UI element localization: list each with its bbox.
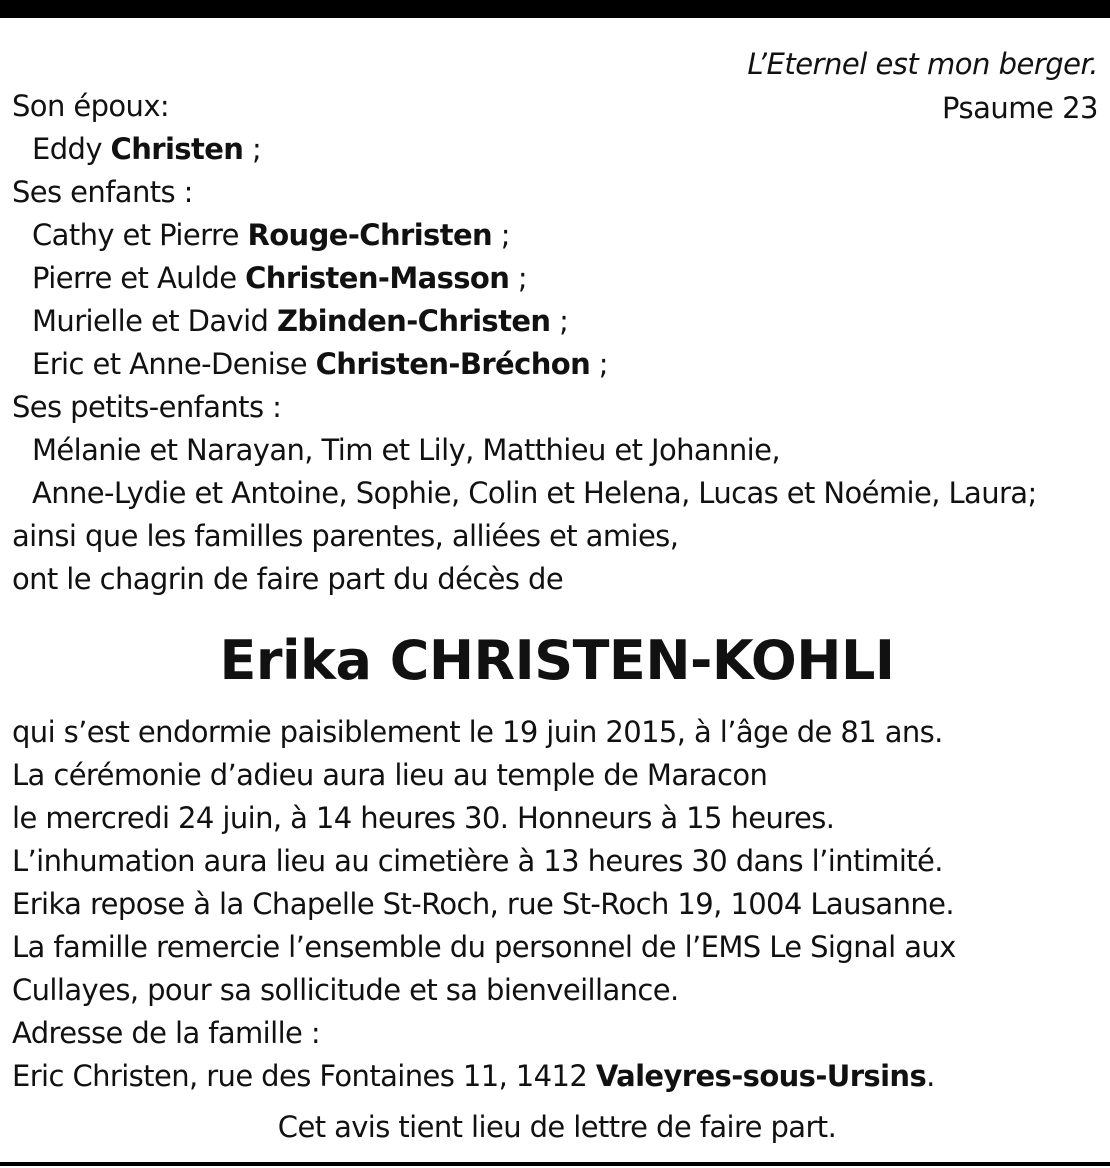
child-first-names: Pierre et Aulde: [32, 261, 237, 295]
detail-line: le mercredi 24 juin, à 14 heures 30. Honneurs à 15 heures.: [12, 801, 835, 835]
address-end: .: [926, 1059, 935, 1093]
detail-line: La cérémonie d’adieu aura lieu au temple de Maracon: [12, 758, 768, 792]
spouse-surname: Christen: [110, 132, 244, 166]
child-line: [12, 300, 1102, 343]
epigraph-quote: L’Eternel est mon berger.: [747, 47, 1098, 81]
child-first-names: Murielle et David: [32, 304, 269, 338]
detail-line: Adresse de la famille :: [12, 1016, 321, 1050]
child-surname: Christen-Masson: [245, 261, 510, 295]
detail-line: L’inhumation aura lieu au cimetière à 13 heures 30 dans l’intimité.: [12, 844, 943, 878]
deceased-name: Erika CHRISTEN-KOHLI: [219, 629, 895, 692]
families-line: ainsi que les familles parentes, alliées et amies,: [12, 519, 679, 553]
separator: ;: [251, 132, 262, 166]
closing-note: Cet avis tient lieu de lettre de faire part.: [277, 1110, 837, 1144]
separator: ;: [517, 261, 528, 295]
separator: ;: [598, 347, 608, 381]
spouse-heading: Son époux:: [12, 89, 170, 123]
separator: ;: [559, 304, 569, 338]
child-line: [12, 214, 1102, 257]
separator: ;: [500, 218, 510, 252]
spouse-first-name: Eddy: [32, 132, 102, 166]
child-first-names: Cathy et Pierre: [32, 218, 239, 252]
address-street: Eric Christen, rue des Fontaines 11, 1412: [12, 1059, 588, 1093]
detail-line: Erika repose à la Chapelle St-Roch, rue St-Roch 19, 1004 Lausanne.: [12, 887, 954, 921]
detail-line: La famille remercie l’ensemble du personnel de l’EMS Le Signal aux: [12, 930, 956, 964]
spouse-line: [12, 128, 1102, 171]
detail-line: Cullayes, pour sa sollicitude et sa bienveillance.: [12, 973, 679, 1007]
child-line: [12, 257, 1102, 300]
grandchildren-heading: Ses petits-enfants :: [12, 390, 282, 424]
grandchildren-line: Anne-Lydie et Antoine, Sophie, Colin et Helena, Lucas et Noémie, Laura;: [32, 476, 1037, 510]
detail-line: qui s’est endormie paisiblement le 19 juin 2015, à l’âge de 81 ans.: [12, 715, 943, 749]
epigraph-source: Psaume 23: [942, 91, 1098, 125]
family-address: [12, 1055, 1102, 1098]
bottom-border-rule: [0, 1162, 1110, 1166]
child-surname: Rouge-Christen: [247, 218, 493, 252]
children-heading: Ses enfants :: [12, 175, 193, 209]
child-first-names: Eric et Anne-Denise: [32, 347, 307, 381]
child-line: [12, 343, 1102, 386]
grandchildren-line: Mélanie et Narayan, Tim et Lily, Matthieu et Johannie,: [32, 433, 780, 467]
child-surname: Christen-Bréchon: [315, 347, 591, 381]
top-border-rule: [0, 0, 1110, 18]
announcement-line: ont le chagrin de faire part du décès de: [12, 562, 564, 596]
address-town: Valeyres-sous-Ursins: [595, 1059, 927, 1093]
obituary-body: [12, 85, 1102, 1149]
child-surname: Zbinden-Christen: [276, 304, 551, 338]
